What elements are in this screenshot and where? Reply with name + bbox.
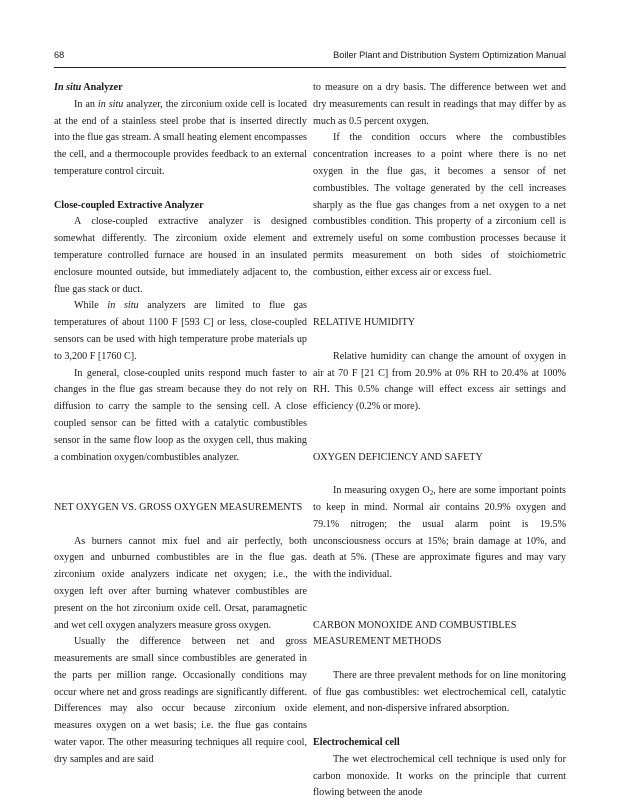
electrochemical-paragraph: The wet electrochemical cell technique is used only for carbon monoxide. It works on the principle that current flowing between the anode xyxy=(313,753,566,799)
running-title: Boiler Plant and Distribution System Optimization Manual xyxy=(333,50,566,60)
close-coupled-paragraph-3: In general, close-coupled units respond much faster to changes in the flue gas stream because they do not rely on diffusion to carry the sample to the sensing cell. A close coupled sensor can be fitted with a catalytic combustibles sensor in the same flow loop as the oxygen cell, thus making a combination oxygen/combustibles analyzer. xyxy=(54,367,307,463)
net-oxygen-paragraph-1: As burners cannot mix fuel and air perfectly, both oxygen and unburned combustibles are in the flue gas. zirconium oxide analyzers indicate net oxygen; i.e., the oxygen left over after burning whatever combustibles are present on the hot zirconium oxide cell. Orsat, paramagnetic and wet cell oxygen analyzers measure gross oxygen. xyxy=(54,535,307,631)
oxygen-deficiency-heading: OXYGEN DEFICIENCY AND SAFETY xyxy=(313,451,483,463)
relative-humidity-heading: RELATIVE HUMIDITY xyxy=(313,317,416,329)
page-number: 68 xyxy=(54,50,65,60)
insitu-p1-italic: in situ xyxy=(97,98,124,110)
right-column xyxy=(313,80,566,802)
running-header xyxy=(54,47,566,63)
od-p-b: , here are some important points to keep in mind. Normal air contains 20.9% oxygen and 79.1% nitrogen; the usual alarm point is 19.5% unconsciousness occurs at 15%; brain damage at 10%, and death at 5%. (These are approximate figures and may vary with the individual. xyxy=(313,485,566,581)
close-coupled-paragraph-2 xyxy=(54,298,307,365)
combustibles-condition-paragraph: If the condition occurs where the combustibles concentration increases to a point where there is no net oxygen in the flue gas, it becomes a sensor of net combustibles. The voltage generated by the cell increases sharply as the flue gas changes from a net oxygen to a net combustibles condition. This property of a zirconium cell is extremely useful on some combustion processes because it permits measurement on both sides of stoichiometric combustion, either excess air or excess fuel. xyxy=(313,132,566,278)
header-rule xyxy=(54,67,566,68)
carbon-monoxide-heading: CARBON MONOXIDE AND COMBUSTIBLES MEASUREMENT METHODS xyxy=(313,619,517,648)
insitu-p1-b: analyzer, the zirconium oxide cell is located at the end of a stainless steel probe that is inserted directly into the flue gas stream. A small heating element encompasses the cell, and a thermocouple provides feedback to an external temperature control circuit. xyxy=(54,98,307,177)
relative-humidity-paragraph: Relative humidity can change the amount of oxygen in air at 70 F [21 C] from 20.9% at 0% RH to 20.4% at 100% RH. This 0.5% change will effect excess air settings and efficiency (0.2% or more). xyxy=(313,350,566,413)
close-p2-a: While xyxy=(74,300,108,312)
close-coupled-paragraph-1: A close-coupled extractive analyzer is designed somewhat differently. The zirconium oxide element and temperature controlled furnace are housed in an insulated enclosure mounted outside, but immediately adjacent to, the flue gas stack or duct. xyxy=(54,216,307,295)
close-p2-b: analyzers are limited to flue gas temperatures of about 1100 F [593 C] or less, close-coupled sensors can be used with high temperature probe materials up to 3,200 F [1760 C]. xyxy=(54,300,308,362)
insitu-heading-rest: Analyzer xyxy=(81,82,123,93)
net-oxygen-paragraph-2: Usually the difference between net and gross measurements are small since combustibles are generated in the parts per million range. Occasionally conditions may occur where net and gross readings are significantly different. Differences may also occur because zirconium oxide measures oxygen on a wet basis; i.e. the flue gas contains water vapor. The other measuring techniques all require cool, dry samples and are said xyxy=(54,636,307,765)
left-column xyxy=(54,80,307,769)
carbon-monoxide-paragraph: There are three prevalent methods for on line monitoring of flue gas combustibles: wet electrochemical cell, catalytic element, and non-dispersive infrared absorption. xyxy=(313,669,566,715)
electrochemical-heading: Electrochemical cell xyxy=(313,737,400,749)
insitu-paragraph xyxy=(54,97,307,181)
continued-paragraph: to measure on a dry basis. The difference between wet and dry measurements can result in readings that may differ by as much as 0.5 percent oxygen. xyxy=(313,82,566,127)
close-p2-italic: in situ xyxy=(107,300,139,312)
oxygen-deficiency-paragraph xyxy=(313,483,566,584)
insitu-p1-a: In an xyxy=(74,98,98,110)
close-coupled-heading: Close-coupled Extractive Analyzer xyxy=(54,199,204,211)
od-p-sub: 2 xyxy=(429,489,434,498)
net-oxygen-heading: NET OXYGEN VS. GROSS OXYGEN MEASUREMENTS xyxy=(54,501,303,513)
insitu-heading xyxy=(54,80,307,97)
od-p-a: In measuring oxygen O xyxy=(333,485,430,497)
insitu-heading-italic: In situ xyxy=(54,82,82,93)
